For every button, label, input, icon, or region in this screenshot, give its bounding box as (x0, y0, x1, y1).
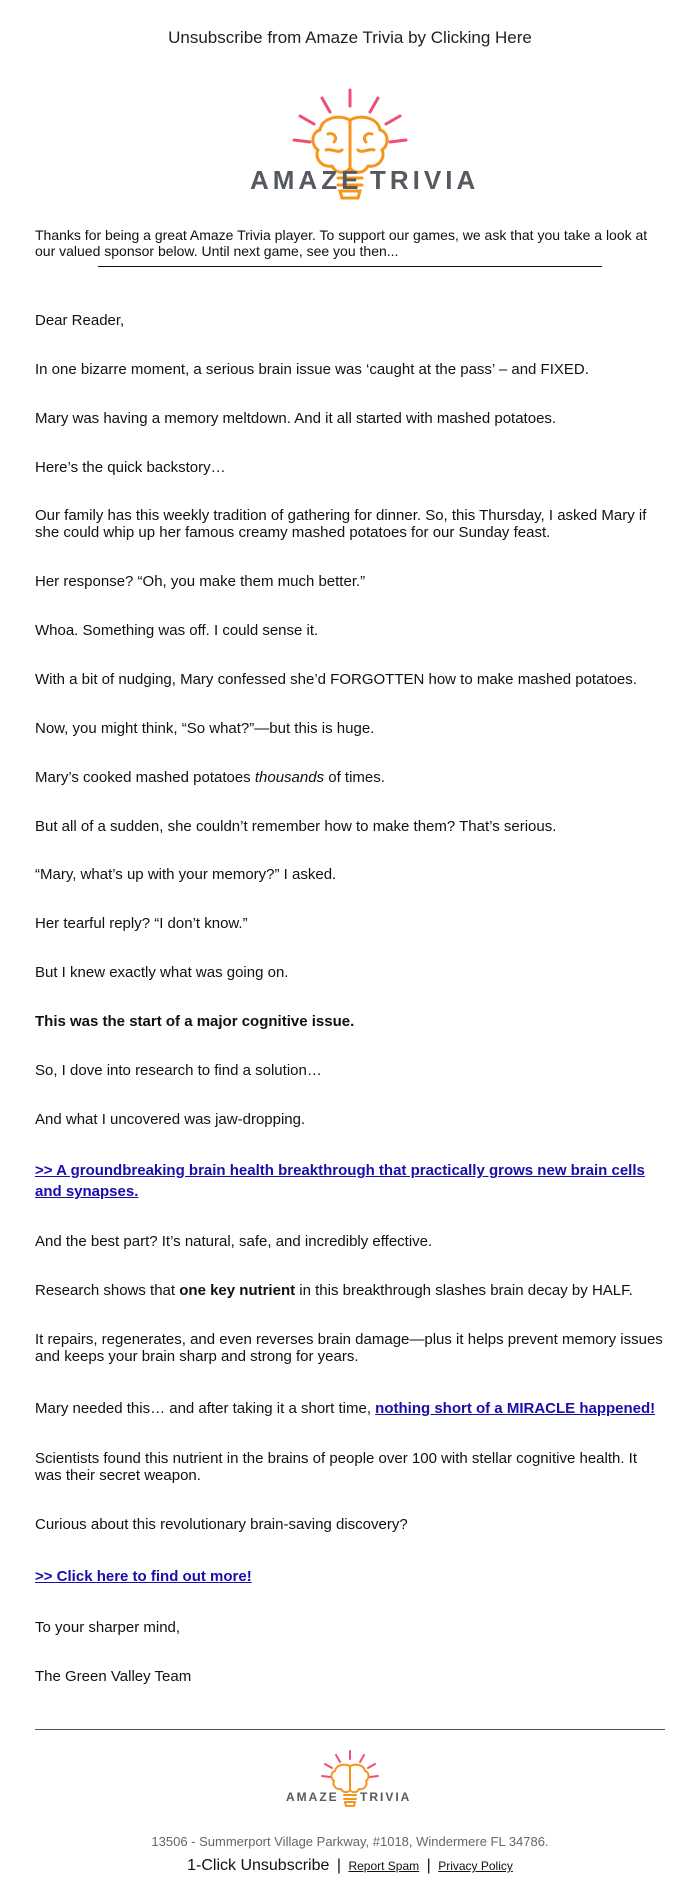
miracle-link[interactable]: nothing short of a MIRACLE happened! (375, 1400, 656, 1417)
logo-word-right: TRIVIA (370, 165, 480, 195)
amaze-trivia-footer-logo (280, 1750, 420, 1812)
greeting: Dear Reader, (35, 312, 125, 329)
footer-separator-2: | (426, 1857, 431, 1874)
footer-logo-word-right: TRIVIA (360, 1790, 412, 1804)
paragraph-18 (35, 1282, 665, 1299)
paragraph-14-bold: This was the start of a major cognitive issue. (35, 1013, 355, 1030)
paragraph-21: Scientists found this nutrient in the brains of people over 100 with stellar cognitive health. It was their secret weapon. (35, 1450, 638, 1484)
paragraph-18-bold: one key nutrient (179, 1282, 296, 1299)
mailing-address: 13506 - Summerport Village Parkway, #1018, Windermere FL 34786. (151, 1834, 549, 1849)
paragraph-10: But all of a sudden, she couldn’t remember how to make them? That’s serious. (35, 818, 557, 835)
paragraph-8: Now, you might think, “So what?”—but this is huge. (35, 720, 375, 737)
one-click-unsubscribe-link[interactable]: 1-Click Unsubscribe (187, 1857, 330, 1874)
paragraph-9 (35, 769, 665, 786)
paragraph-22: Curious about this revolutionary brain-saving discovery? (35, 1516, 408, 1533)
footer-logo-word-left: AMAZE (286, 1790, 339, 1804)
footer-divider (35, 1729, 665, 1730)
unsubscribe-link[interactable]: Unsubscribe from Amaze Trivia by Clicking Here (168, 28, 532, 47)
paragraph-13: But I knew exactly what was going on. (35, 964, 289, 981)
intro-text: Thanks for being a great Amaze Trivia player. To support our games, we ask that you take a look at our valued sponsor below. Until next game, see you then... (35, 227, 648, 259)
logo-word-left: AMAZE (250, 165, 363, 195)
find-out-more-link[interactable]: >> Click here to find out more! (35, 1568, 252, 1585)
paragraph-20 (35, 1400, 665, 1417)
paragraph-7: With a bit of nudging, Mary confessed she’d FORGOTTEN how to make mashed potatoes. (35, 671, 637, 688)
paragraph-11: “Mary, what’s up with your memory?” I asked. (35, 866, 337, 883)
report-spam-link[interactable]: Report Spam (348, 1859, 420, 1873)
intro-divider (98, 266, 602, 267)
paragraph-1: In one bizarre moment, a serious brain issue was ‘caught at the pass’ – and FIXED. (35, 361, 589, 378)
paragraph-20-start: Mary needed this… and after taking it a short time, (35, 1400, 376, 1417)
lightbulb-brain-small-icon (280, 1750, 420, 1812)
lightbulb-brain-icon (210, 88, 490, 208)
privacy-policy-link[interactable]: Privacy Policy (438, 1859, 513, 1873)
footer-links (0, 1857, 700, 1875)
paragraph-17: And the best part? It’s natural, safe, and incredibly effective. (35, 1233, 433, 1250)
paragraph-16: And what I uncovered was jaw-dropping. (35, 1111, 306, 1128)
paragraph-12: Her tearful reply? “I don’t know.” (35, 915, 248, 932)
paragraph-19: It repairs, regenerates, and even reverses brain damage—plus it helps prevent memory issues and keeps your brain sharp and strong for years. (35, 1331, 663, 1365)
paragraph-3: Here’s the quick backstory… (35, 459, 226, 476)
footer-separator: | (336, 1857, 341, 1874)
paragraph-18-start: Research shows that (35, 1282, 180, 1299)
brain-breakthrough-link[interactable]: >> A groundbreaking brain health breakthrough that practically grows new brain cells and synapses. (35, 1162, 645, 1200)
amaze-trivia-logo (210, 88, 490, 208)
paragraph-5: Her response? “Oh, you make them much better.” (35, 573, 366, 590)
signature: The Green Valley Team (35, 1668, 192, 1685)
paragraph-9-end: of times. (324, 769, 385, 786)
paragraph-9-emphasis: thousands (254, 769, 325, 786)
paragraph-2: Mary was having a memory meltdown. And it all started with mashed potatoes. (35, 410, 557, 427)
paragraph-9-start: Mary’s cooked mashed potatoes (35, 769, 255, 786)
paragraph-15: So, I dove into research to find a solution… (35, 1062, 322, 1079)
paragraph-4: Our family has this weekly tradition of gathering for dinner. So, this Thursday, I asked Mary if she could whip up her famous creamy mashed potatoes for our Sunday feast. (35, 507, 647, 541)
paragraph-6: Whoa. Something was off. I could sense it. (35, 622, 319, 639)
signoff: To your sharper mind, (35, 1619, 181, 1636)
paragraph-18-end: in this breakthrough slashes brain decay by HALF. (295, 1282, 633, 1299)
